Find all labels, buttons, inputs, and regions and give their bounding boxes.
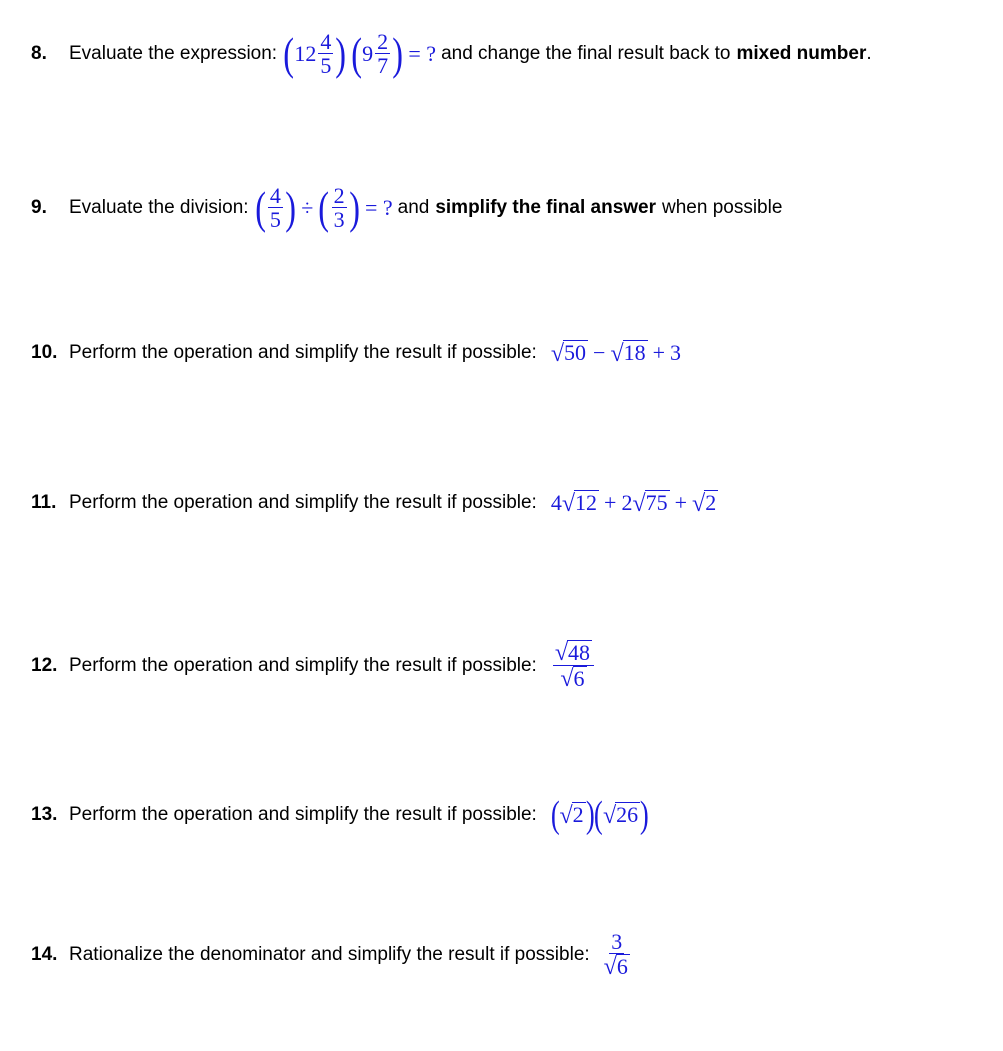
numerator: √ 48 xyxy=(553,640,594,666)
equals-question: = ? xyxy=(364,194,393,220)
problem-10 xyxy=(31,340,681,366)
plus-operator: + xyxy=(652,340,666,365)
minus-operator: − xyxy=(593,340,606,365)
fraction xyxy=(602,930,632,979)
math-expression xyxy=(551,340,681,366)
numerator: 4 xyxy=(269,183,281,208)
problem-number: 14. xyxy=(31,943,58,965)
problem-text: Perform the operation and simplify the result if possible: xyxy=(69,342,537,363)
division-operator: ÷ xyxy=(301,194,314,220)
emphasis-text: mixed number xyxy=(736,42,867,64)
square-root: √ 12 xyxy=(561,490,598,517)
constant: 3 xyxy=(670,340,682,365)
equals-question: = ? xyxy=(408,40,437,66)
problem-number: 10. xyxy=(31,342,58,363)
problem-text: Perform the operation and simplify the result if possible: xyxy=(69,804,537,825)
emphasis-text: simplify the final answer xyxy=(435,196,656,218)
fraction xyxy=(318,30,333,77)
problem-number: 11. xyxy=(31,492,57,513)
problem-13 xyxy=(31,796,649,834)
problem-14 xyxy=(31,930,634,979)
square-root: √ 26 xyxy=(602,802,639,829)
math-expression xyxy=(551,640,596,691)
square-root: √ 2 xyxy=(692,490,717,517)
denominator: 3 xyxy=(333,207,345,233)
problem-number: 8. xyxy=(31,42,47,64)
problem-text-after: and change the final result back to xyxy=(441,42,731,64)
math-expression xyxy=(600,930,634,979)
denominator: √ 6 xyxy=(603,954,628,981)
numerator: 2 xyxy=(333,183,345,208)
numerator: 2 xyxy=(377,29,389,54)
problem-text-end: . xyxy=(866,42,872,64)
fraction xyxy=(375,30,390,77)
problem-text-end: when possible xyxy=(662,196,783,218)
problem-text-after: and xyxy=(397,196,430,218)
problem-text: Rationalize the denominator and simplify the result if possible: xyxy=(69,943,590,965)
problem-text: Evaluate the expression: xyxy=(69,42,278,64)
problem-number: 13. xyxy=(31,804,58,825)
denominator: 5 xyxy=(269,207,281,233)
square-root: √ 18 xyxy=(610,340,646,367)
whole-part: 9 xyxy=(362,40,374,66)
problem-number: 12. xyxy=(31,654,58,676)
fraction xyxy=(553,640,594,691)
whole-part: 12 xyxy=(294,40,317,66)
fraction xyxy=(268,184,283,231)
denominator: √ 6 xyxy=(560,666,585,693)
numerator: 4 xyxy=(320,29,332,54)
problem-number: 9. xyxy=(31,196,47,218)
problem-8 xyxy=(31,27,872,79)
square-root: √ 2 xyxy=(559,802,584,829)
problem-11 xyxy=(31,490,718,516)
problem-text: Evaluate the division: xyxy=(69,196,249,218)
math-expression: ( $\frac{4}{5}$ ) ÷ ( $\frac{2}{3}$ ) = ? xyxy=(254,181,393,233)
fraction xyxy=(332,184,347,231)
problem-text: Perform the operation and simplify the result if possible: xyxy=(69,492,537,513)
plus-operator: + xyxy=(674,490,688,515)
numerator: 3 xyxy=(611,929,623,954)
problem-12 xyxy=(31,640,596,691)
problem-text: Perform the operation and simplify the result if possible: xyxy=(69,654,537,676)
coefficient: 4 xyxy=(550,490,562,515)
square-root: √ 50 xyxy=(550,340,587,367)
plus-operator: + xyxy=(604,490,617,515)
square-root: √ 75 xyxy=(632,490,668,517)
math-expression: ( 12 $\frac{4}{5}$ ) ( 9 $\frac{2}{7}$ ) = ? xyxy=(283,27,437,79)
math-expression xyxy=(551,490,718,516)
math-expression: ( √ 2 ) ( √ 26 ) xyxy=(550,794,649,836)
denominator: 5 xyxy=(320,53,332,79)
problem-9 xyxy=(31,181,783,233)
denominator: 7 xyxy=(377,53,389,79)
coefficient: 2 xyxy=(621,490,633,515)
